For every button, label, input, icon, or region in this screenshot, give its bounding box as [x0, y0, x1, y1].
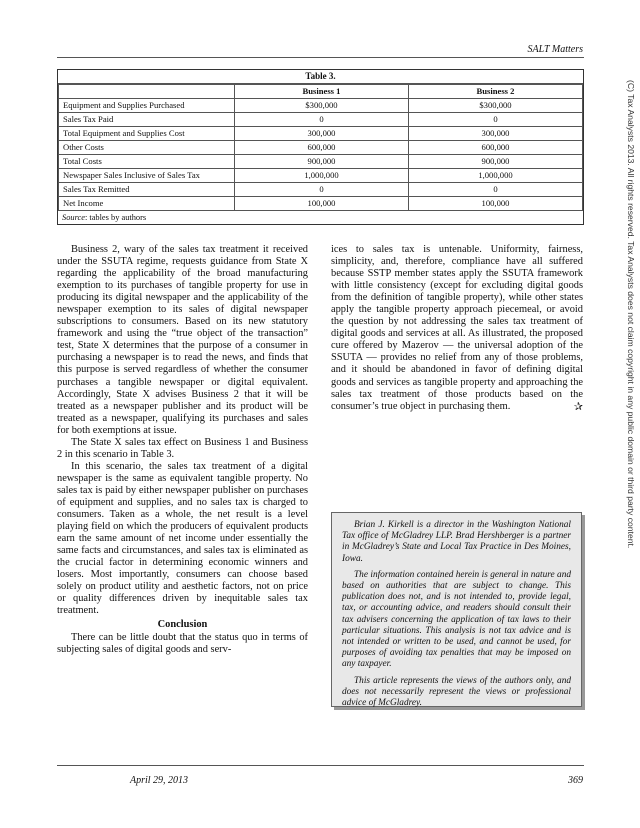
cell-value: 300,000: [235, 127, 409, 141]
table-row: [59, 99, 583, 113]
row-label: Total Costs: [59, 155, 235, 169]
bio-paragraph: Brian J. Kirkell is a director in the Washington National Tax office of McGladrey LLP. Brad Hershberger is a partner in McGladrey’s State and Local Tax Practice in Des Moines, Iowa.: [342, 520, 571, 564]
cell-value: $300,000: [235, 99, 409, 113]
row-label: Sales Tax Remitted: [59, 183, 235, 197]
header-rule: [57, 57, 584, 58]
table-row: [59, 197, 583, 211]
table-row: [59, 183, 583, 197]
cell-value: 0: [409, 183, 583, 197]
paragraph: [331, 244, 583, 413]
table-row: [59, 169, 583, 183]
disclaimer-paragraph: The information contained herein is general in nature and based on authorities that are subject to change. This publication does not, and is not intended to, provide legal, tax, or accounting advice, and readers should consult their tax advisers concerning the application of tax laws to their particular situations. This analysis is not tax advice and is not intended or written to be used, and cannot be used, for purposes of avoiding tax penalties that may be imposed on any taxpayer.: [342, 569, 571, 670]
row-label: Net Income: [59, 197, 235, 211]
table-3: [57, 69, 584, 225]
table-title: Table 3.: [58, 70, 583, 84]
end-mark-star-icon: ✰: [573, 400, 583, 413]
table-source: [58, 211, 583, 224]
table-row: [59, 141, 583, 155]
page-number: 369: [568, 775, 583, 786]
cell-value: 1,000,000: [235, 169, 409, 183]
table-row: [59, 155, 583, 169]
table-header-row: [59, 85, 583, 99]
cell-value: 900,000: [409, 155, 583, 169]
cell-value: 600,000: [409, 141, 583, 155]
copyright-side-note: (C) Tax Analysts 2013. All rights reserved. Tax Analysts does not claim copyright in any public domain or third party content.: [626, 80, 636, 549]
footer-date: April 29, 2013: [130, 775, 189, 786]
cell-value: 600,000: [235, 141, 409, 155]
table-row: [59, 127, 583, 141]
cell-value: 900,000: [235, 155, 409, 169]
column-header: Business 1: [235, 85, 409, 99]
data-table: [58, 84, 583, 211]
cell-value: 300,000: [409, 127, 583, 141]
paragraph: There can be little doubt that the status quo in terms of subjecting sales of digital goods and serv-: [57, 631, 308, 655]
row-label: Other Costs: [59, 141, 235, 155]
left-column: [57, 244, 308, 656]
paragraph-text: ices to sales tax is untenable. Uniformity, fairness, simplicity, and, therefore, compliance have all suffered because SSTP member states apply the SSUTA framework with little consistency (except for excluding digital goods from the definition of tangible property), while other states apply the tangible property approach piecemeal, or avoid the question by not addressing the sales tax treatment of digital goods and services at all. As illustrated, the proposed cure offered by Mazerov — the universal adoption of the SSUTA — provides no relief from any of those problems, and it should be abandoned in favor of defining digital goods and services as tangible property and approaching the sales tax treatment of those products based on the consumer’s true object in purchasing them.: [331, 244, 583, 412]
row-label: Newspaper Sales Inclusive of Sales Tax: [59, 169, 235, 183]
column-header: Business 2: [409, 85, 583, 99]
right-column: [331, 244, 583, 413]
cell-value: $300,000: [409, 99, 583, 113]
row-label: Sales Tax Paid: [59, 113, 235, 127]
section-heading: Conclusion: [157, 619, 208, 631]
author-bio-box: [331, 512, 582, 707]
paragraph: The State X sales tax effect on Business 1 and Business 2 in this scenario in Table 3.: [57, 436, 308, 460]
footer-rule: [57, 765, 584, 766]
column-header: [59, 85, 235, 99]
table-row: [59, 113, 583, 127]
source-label: Source: [62, 213, 85, 222]
cell-value: 0: [235, 183, 409, 197]
row-label: Equipment and Supplies Purchased: [59, 99, 235, 113]
cell-value: 100,000: [409, 197, 583, 211]
running-head: SALT Matters: [527, 44, 583, 55]
paragraph: In this scenario, the sales tax treatment of a digital newspaper is the same as equivalent tangible property. No sales tax is paid by either newspaper publisher on purchases of equipment and supplies, and no sales tax is charged to consumers. Taken as a whole, the net result is a level playing field on which the producers of equivalent products earn the same amount of net income under essentially the same facts and circumstances, and sales tax is eliminated as the crucial factor in determining economic winners and losers. Most importantly, consumers can choose based solely on product utility and aesthetic factors, not on price or quality differences driven by inequitable sales tax treatment.: [57, 460, 308, 617]
cell-value: 100,000: [235, 197, 409, 211]
row-label: Total Equipment and Supplies Cost: [59, 127, 235, 141]
cell-value: 0: [409, 113, 583, 127]
views-paragraph: This article represents the views of the authors only, and does not necessarily represent the views or professional advice of McGladrey.: [342, 675, 571, 709]
paragraph: Business 2, wary of the sales tax treatment it received under the SSUTA regime, requests guidance from State X regarding the applicability of the broad manufacturing exemption to its purchases of tangible property for use in producing its digital newspaper and the applicability of the newspaper exemption to its sales of digital newspaper subscriptions to consumers. Based on its new statutory framework and using the “true object of the transaction” test, State X determines that the purpose of a consumer in purchasing a newspaper is to read the news, and finds that this purpose is served regardless of whether the consumer purchases a tangible newspaper or digital equivalent. Accordingly, State X advises Business 2 that it will be treated as a newspaper publisher and its product will be treated as a newspaper, qualifying its purchases and sales for both exemptions at issue.: [57, 244, 308, 436]
cell-value: 0: [235, 113, 409, 127]
cell-value: 1,000,000: [409, 169, 583, 183]
source-text: : tables by authors: [84, 213, 147, 222]
